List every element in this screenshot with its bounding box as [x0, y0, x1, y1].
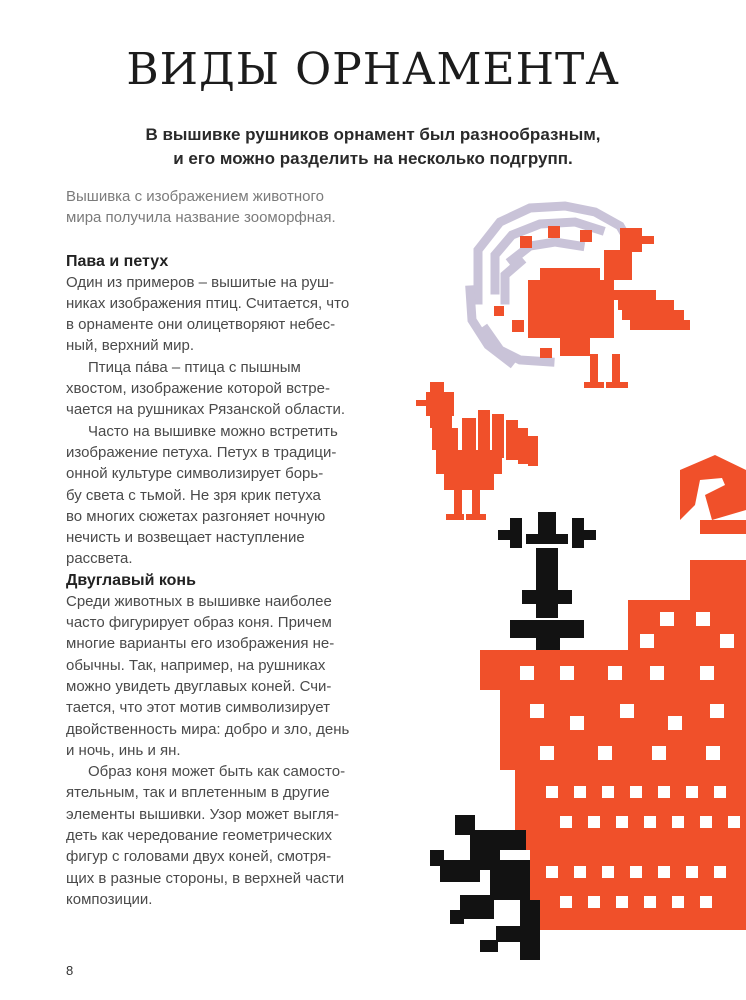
text-line: многие варианты его изображения не-	[66, 635, 335, 653]
section-heading-horse: Двуглавый конь	[66, 571, 196, 589]
paragraph	[66, 421, 396, 570]
text-line: щих в разные стороны, в верхней части	[66, 869, 345, 887]
text-line: и ночь, инь и ян.	[66, 741, 181, 759]
black-leaf-embroidery	[430, 815, 540, 960]
text-line: в орнаменте они олицетворяют небес-	[66, 316, 336, 334]
text-line: Образ коня может быть как самосто-	[88, 763, 346, 781]
text-line: онной культуре символизирует борь-	[66, 465, 324, 483]
embroidery-illustrations	[400, 190, 746, 980]
page-title: ВИДЫ ОРНАМЕНТА	[126, 44, 620, 95]
text-line: можно увидеть двуглавых коней. Счи-	[66, 677, 332, 695]
text-line: никах изображения птиц. Считается, что	[66, 294, 350, 312]
page-number: 8	[66, 963, 74, 978]
text-line: тается, что этот мотив символизирует	[66, 699, 330, 717]
text-line: композиции.	[66, 890, 153, 908]
text-line: Птица па́ва – птица с пышным	[88, 358, 301, 376]
text-line: Среди животных в вышивке наиболее	[66, 592, 332, 610]
paragraph	[66, 272, 396, 357]
text-line: фигур с головами двух коней, смотря-	[66, 848, 332, 866]
text-line: Часто на вышивке можно встретить	[88, 422, 338, 440]
text-line: рассвета.	[66, 550, 133, 568]
article-body	[66, 186, 396, 910]
text-line: бу света с тьмой. Не зря крик петуха	[66, 486, 321, 504]
paragraph	[66, 591, 396, 761]
text-line: хвостом, изображение которой встре-	[66, 380, 330, 398]
text-line: изображение петуха. Петух в традици-	[66, 443, 337, 461]
paragraph	[66, 357, 396, 421]
intro-paragraph	[66, 186, 396, 229]
subtitle-line: В вышивке рушников орнамент был разнообразным,	[145, 125, 601, 144]
text-line: ятельным, так и вплетенным в другие	[66, 784, 330, 802]
text-line: ный, верхний мир.	[66, 337, 195, 355]
text-line: мира получила название зооморфная.	[66, 209, 336, 227]
subtitle	[100, 123, 646, 171]
subtitle-line: и его можно разделить на несколько подгрупп.	[173, 149, 573, 168]
text-line: обычны. Так, например, на рушниках	[66, 656, 326, 674]
text-line: чается на рушниках Рязанской области.	[66, 401, 346, 419]
text-line: Вышивка с изображением животного	[66, 188, 325, 205]
text-line: двойственность мира: добро и зло, день	[66, 720, 350, 738]
text-line: элементы вышивки. Узор может выгля-	[66, 805, 339, 823]
text-line: часто фигурирует образ коня. Причем	[66, 614, 332, 632]
rooster-embroidery	[416, 382, 538, 520]
text-line: во многих сюжетах разгоняет ночную	[66, 507, 326, 525]
peacock-embroidery	[470, 206, 690, 388]
paragraph	[66, 761, 396, 910]
tree-of-life-embroidery	[480, 455, 746, 930]
text-line: деть как чередование геометрических	[66, 827, 333, 845]
section-heading-pava: Пава и петух	[66, 252, 169, 270]
text-line: нечисть и возвещает наступление	[66, 529, 305, 547]
text-line: Один из примеров – вышитые на руш-	[66, 273, 334, 291]
